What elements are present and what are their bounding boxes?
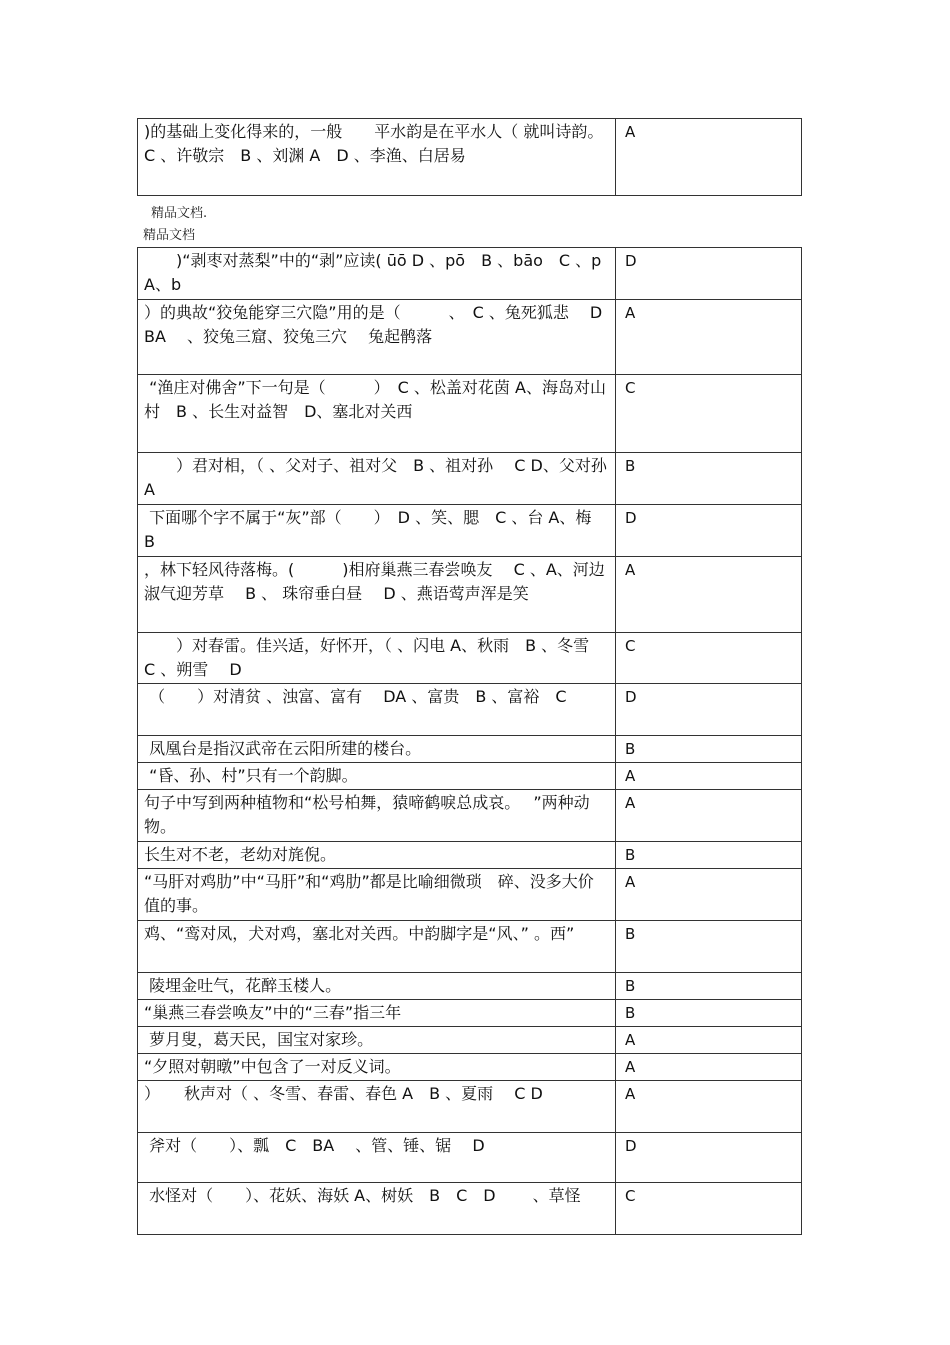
answer-cell: B xyxy=(616,921,802,973)
table-row xyxy=(138,763,802,790)
table-row xyxy=(138,1027,802,1054)
table-row xyxy=(138,119,802,196)
answer-cell: A xyxy=(616,763,802,790)
answer-cell: D xyxy=(616,505,802,557)
question-cell: )的基础上变化得来的，一般 平水韵是在平水人（ 就叫诗韵。 C 、许敬宗 B 、刘渊 A D 、李渔、白居易 xyxy=(138,119,616,196)
question-cell: （ ）对清贫 、浊富、富有 DA 、富贵 B 、富裕 C xyxy=(138,684,616,736)
table-row xyxy=(138,790,802,842)
table-row xyxy=(138,921,802,973)
question-cell: 句子中写到两种植物和“松号柏舞，猿啼鹤唳总成哀。 ”两种动物。 xyxy=(138,790,616,842)
question-table-top xyxy=(137,118,802,196)
answer-cell: D xyxy=(616,248,802,300)
answer-cell: D xyxy=(616,1133,802,1183)
answer-cell: A xyxy=(616,300,802,375)
table-row xyxy=(138,684,802,736)
table-row xyxy=(138,736,802,763)
table-row xyxy=(138,869,802,921)
answer-cell: C xyxy=(616,633,802,684)
question-cell: 斧对（ ）、瓢 C BA 、管、锤、锯 D xyxy=(138,1133,616,1183)
main-table-body xyxy=(138,248,802,1235)
question-cell: “马肝对鸡肋”中“马肝”和“鸡肋”都是比喻细微琐 碎、没多大价值的事。 xyxy=(138,869,616,921)
question-cell: “夕照对朝暾”中包含了一对反义词。 xyxy=(138,1054,616,1081)
question-cell: “渔庄对佛舍”下一句是（ ） C 、松盖对花茵 A、海岛对山村 B 、长生对益智 D、塞北对关西 xyxy=(138,375,616,453)
answer-cell: A xyxy=(616,1054,802,1081)
watermark-note: 精品文档. xyxy=(151,206,208,221)
watermark-note: 精品文档 xyxy=(143,228,196,243)
table-row xyxy=(138,375,802,453)
question-cell: “巢燕三春尝唤友”中的“三春”指三年 xyxy=(138,1000,616,1027)
answer-cell: A xyxy=(616,1027,802,1054)
answer-cell: B xyxy=(616,842,802,869)
question-cell: ） 秋声对（ 、冬雪、春雷、春色 A B 、夏雨 C D xyxy=(138,1081,616,1133)
table-row xyxy=(138,1054,802,1081)
table-row xyxy=(138,842,802,869)
table-row xyxy=(138,973,802,1000)
question-cell: ）的典故“狡兔能穿三穴隐”用的是（ 、 C 、兔死狐悲 D BA 、狡兔三窟、狡兔三穴 兔起鹘落 xyxy=(138,300,616,375)
answer-cell: A xyxy=(616,869,802,921)
table-row xyxy=(138,1133,802,1183)
question-table-main xyxy=(137,247,802,1235)
question-cell: 鸡、“鸾对凤，犬对鸡，塞北对关西。中韵脚字是“风、” 。西” xyxy=(138,921,616,973)
question-cell: 萝月叟，葛天民，国宝对家珍。 xyxy=(138,1027,616,1054)
table-row xyxy=(138,248,802,300)
table-row xyxy=(138,1081,802,1133)
table-row xyxy=(138,300,802,375)
question-cell: ，林下轻风待落梅。( )相府巢燕三春尝唤友 C 、A、河边淑气迎芳草 B 、 珠帘垂白昼 D 、燕语莺声浑是笑 xyxy=(138,557,616,633)
answer-cell: B xyxy=(616,1000,802,1027)
question-cell: 凤凰台是指汉武帝在云阳所建的楼台。 xyxy=(138,736,616,763)
question-cell: 长生对不老，老幼对旄倪。 xyxy=(138,842,616,869)
table-row xyxy=(138,505,802,557)
answer-cell: B xyxy=(616,973,802,1000)
answer-cell: A xyxy=(616,119,802,196)
answer-cell: A xyxy=(616,790,802,842)
answer-cell: D xyxy=(616,684,802,736)
table-row xyxy=(138,1183,802,1235)
table-row xyxy=(138,1000,802,1027)
table-row xyxy=(138,633,802,684)
answer-cell: B xyxy=(616,453,802,505)
table-row xyxy=(138,557,802,633)
answer-cell: C xyxy=(616,375,802,453)
question-cell: ）对春雷。佳兴适，好怀开，（ 、闪电 A、秋雨 B 、冬雪 C 、朔雪 D xyxy=(138,633,616,684)
answer-cell: A xyxy=(616,1081,802,1133)
table-row xyxy=(138,453,802,505)
question-cell: 下面哪个字不属于“灰”部（ ） D 、笑、腮 C 、台 A、梅 B xyxy=(138,505,616,557)
top-table-body xyxy=(138,119,802,196)
question-cell: “昏、孙、村”只有一个韵脚。 xyxy=(138,763,616,790)
answer-cell: A xyxy=(616,557,802,633)
question-cell: )“剥枣对蒸梨”中的“剥”应读( ūō D 、pō B 、bāo C 、pA、b xyxy=(138,248,616,300)
answer-cell: C xyxy=(616,1183,802,1235)
question-cell: 水怪对（ ）、花妖、海妖 A、树妖 B C D 、草怪 xyxy=(138,1183,616,1235)
question-cell: ）君对相，（ 、父对子、祖对父 B 、祖对孙 C D、父对孙 A xyxy=(138,453,616,505)
answer-cell: B xyxy=(616,736,802,763)
question-cell: 陵埋金吐气，花醉玉楼人。 xyxy=(138,973,616,1000)
